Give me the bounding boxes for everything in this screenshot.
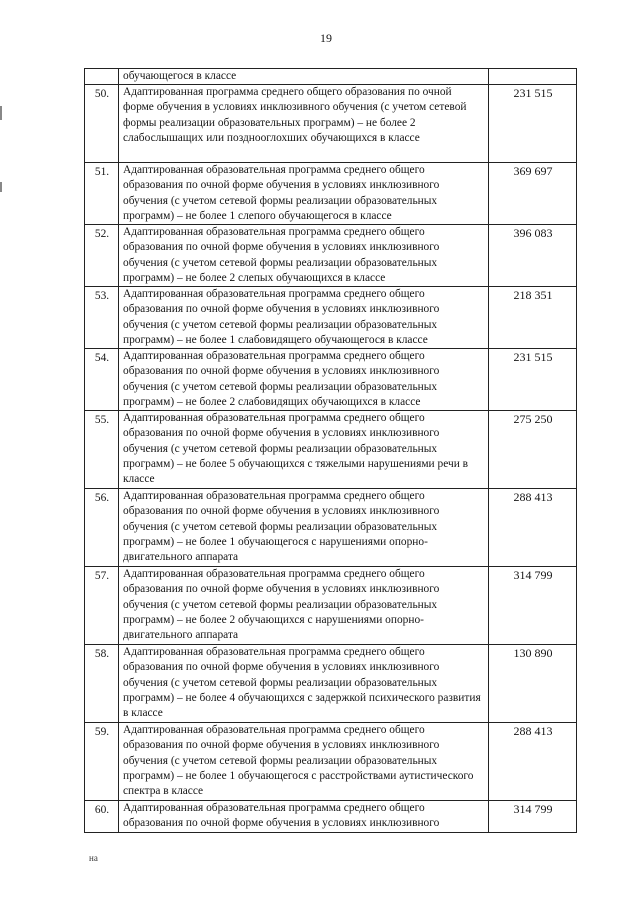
program-description: Адаптированная программа среднего общего образования по очной форме обучения в условиях инклюзивного обучения (с учетом сетевой формы реализации образовательных программ) – не более 2 слабослышащих или позднооглохших обучающихся в классе bbox=[119, 85, 489, 163]
cost-value: 396 083 bbox=[489, 225, 577, 287]
row-number: 51. bbox=[85, 163, 119, 225]
scan-edge-mark bbox=[0, 106, 2, 120]
table-row bbox=[85, 489, 577, 567]
cost-value: 218 351 bbox=[489, 287, 577, 349]
row-number: 56. bbox=[85, 489, 119, 567]
program-description: Адаптированная образовательная программа среднего общего образования по очной форме обучения в условиях инклюзивного обучения (с учетом сетевой формы реализации образовательных программ) – не более 4 обучающихся с задержкой психического развития в классе bbox=[119, 645, 489, 723]
table-row bbox=[85, 723, 577, 801]
table-row bbox=[85, 163, 577, 225]
row-number: 57. bbox=[85, 567, 119, 645]
cost-value: 369 697 bbox=[489, 163, 577, 225]
cost-value: 275 250 bbox=[489, 411, 577, 489]
program-description: Адаптированная образовательная программа среднего общего образования по очной форме обучения в условиях инклюзивного обучения (с учетом сетевой формы реализации образовательных программ) – не более 1 обучающегося с нарушениями опорно-двигательного аппарата bbox=[119, 489, 489, 567]
footer-mark: на bbox=[89, 853, 98, 863]
program-description: Адаптированная образовательная программа среднего общего образования по очной форме обучения в условиях инклюзивного обучения (с учетом сетевой формы реализации образовательных программ) – не более 2 обучающихся с нарушениями опорно-двигательного аппарата bbox=[119, 567, 489, 645]
cost-value: 231 515 bbox=[489, 85, 577, 163]
table-row bbox=[85, 287, 577, 349]
program-description: Адаптированная образовательная программа среднего общего образования по очной форме обучения в условиях инклюзивного bbox=[119, 801, 489, 833]
row-number: 59. bbox=[85, 723, 119, 801]
cost-value: 288 413 bbox=[489, 723, 577, 801]
table-row bbox=[85, 85, 577, 163]
program-description: Адаптированная образовательная программа среднего общего образования по очной форме обучения в условиях инклюзивного обучения (с учетом сетевой формы реализации образовательных программ) – не более 1 обучающегося с расстройствами аутистического спектра в классе bbox=[119, 723, 489, 801]
program-description: Адаптированная образовательная программа среднего общего образования по очной форме обучения в условиях инклюзивного обучения (с учетом сетевой формы реализации образовательных программ) – не более 1 слабовидящего обучающегося в классе bbox=[119, 287, 489, 349]
table-row bbox=[85, 567, 577, 645]
page-number: 19 bbox=[320, 31, 332, 45]
table-row bbox=[85, 801, 577, 833]
cost-value: 130 890 bbox=[489, 645, 577, 723]
program-description: Адаптированная образовательная программа среднего общего образования по очной форме обучения в условиях инклюзивного обучения (с учетом сетевой формы реализации образовательных программ) – не более 2 слабовидящих обучающихся в классе bbox=[119, 349, 489, 411]
row-number: 55. bbox=[85, 411, 119, 489]
table-row bbox=[85, 349, 577, 411]
scan-edge-mark bbox=[0, 182, 2, 192]
table-row bbox=[85, 645, 577, 723]
table-row bbox=[85, 69, 577, 85]
program-description: Адаптированная образовательная программа среднего общего образования по очной форме обучения в условиях инклюзивного обучения (с учетом сетевой формы реализации образовательных программ) – не более 5 обучающихся с тяжелыми нарушениями речи в классе bbox=[119, 411, 489, 489]
row-number: 52. bbox=[85, 225, 119, 287]
row-number: 50. bbox=[85, 85, 119, 163]
program-description: обучающегося в классе bbox=[119, 69, 489, 85]
cost-value: 314 799 bbox=[489, 801, 577, 833]
program-description: Адаптированная образовательная программа среднего общего образования по очной форме обучения в условиях инклюзивного обучения (с учетом сетевой формы реализации образовательных программ) – не более 1 слепого обучающегося в классе bbox=[119, 163, 489, 225]
program-description: Адаптированная образовательная программа среднего общего образования по очной форме обучения в условиях инклюзивного обучения (с учетом сетевой формы реализации образовательных программ) – не более 2 слепых обучающихся в классе bbox=[119, 225, 489, 287]
cost-value bbox=[489, 69, 577, 85]
cost-value: 314 799 bbox=[489, 567, 577, 645]
table-row bbox=[85, 411, 577, 489]
program-cost-table bbox=[84, 68, 577, 833]
row-number: 58. bbox=[85, 645, 119, 723]
row-number bbox=[85, 69, 119, 85]
cost-value: 288 413 bbox=[489, 489, 577, 567]
row-number: 60. bbox=[85, 801, 119, 833]
row-number: 54. bbox=[85, 349, 119, 411]
row-number: 53. bbox=[85, 287, 119, 349]
table-row bbox=[85, 225, 577, 287]
cost-value: 231 515 bbox=[489, 349, 577, 411]
